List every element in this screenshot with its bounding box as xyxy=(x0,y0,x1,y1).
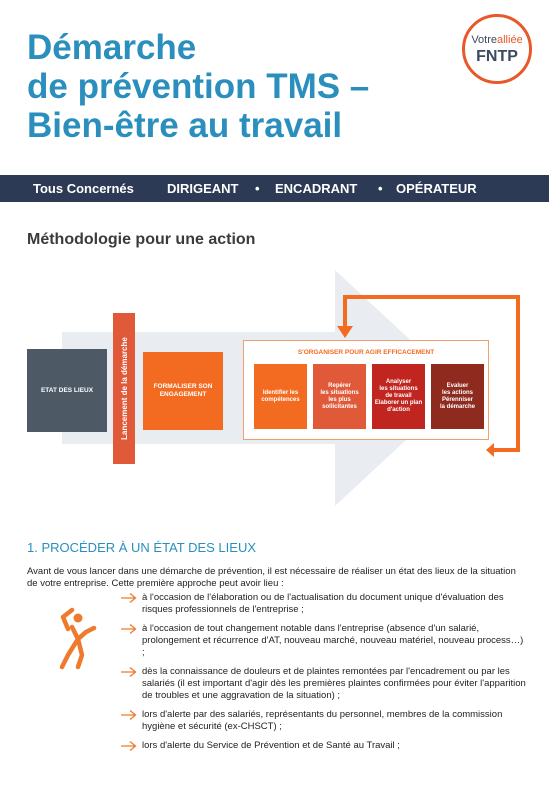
list-item xyxy=(118,740,528,752)
title-line-1: Démarche xyxy=(27,28,197,67)
title-line-2: de prévention TMS – xyxy=(27,67,370,106)
conditions-list xyxy=(118,592,528,759)
audience-separator-1: • xyxy=(255,181,260,196)
organiser-step-line: Repérer xyxy=(328,382,351,389)
audience-encadrant: ENCADRANT xyxy=(275,181,358,196)
arrow-right-icon xyxy=(120,709,138,721)
list-item xyxy=(118,666,528,702)
list-item-text: dès la connaissance de douleurs et de plaintes remontées par l'encadrement ou par les salariés (il est important d'agir dès les premières plaintes confirmées pour éviter l'apparition de troubles et une aggravation de la situation) ; xyxy=(142,666,526,701)
organiser-step-line: Identifier les xyxy=(262,389,299,396)
etat-des-lieux-label: ETAT DES LIEUX xyxy=(40,387,94,394)
organiser-step-line: les situations xyxy=(379,386,418,392)
list-item-text: lors d'alerte par des salariés, représentants du personnel, membres de la commission hygiène et sécurité (ex-CHSCT) ; xyxy=(142,709,503,732)
formaliser-box xyxy=(143,352,223,430)
organiser-step-line: les plus xyxy=(328,396,351,403)
audience-band xyxy=(0,175,549,202)
organiser-step-2 xyxy=(313,364,366,429)
organiser-step-line: d'action xyxy=(387,407,410,413)
page-title xyxy=(27,28,447,145)
organiser-step-line: sollicitantes xyxy=(322,403,357,410)
lancement-bar xyxy=(113,313,135,464)
organiser-step-line: Analyser xyxy=(385,379,412,385)
list-item xyxy=(118,623,528,659)
section-intro: Avant de vous lancer dans une démarche de prévention, il est nécessaire de réaliser un état des lieux de la situation de votre entreprise. Cette première approche peut avoir lieu : xyxy=(27,566,516,589)
organiser-title: S'ORGANISER POUR AGIR EFFICACEMENT xyxy=(297,349,435,356)
badge-prefix: Votre xyxy=(471,34,497,46)
organiser-step-line: compétences xyxy=(261,396,300,403)
list-item-text: à l'occasion de l'élaboration ou de l'actualisation du document unique d'évaluation des risques professionnels de l'entreprise ; xyxy=(142,592,504,615)
audience-dirigeant: DIRIGEANT xyxy=(167,181,239,196)
arrow-right-icon xyxy=(120,623,138,635)
organiser-step-line: Elaborer un plan xyxy=(374,400,423,406)
arrow-right-icon xyxy=(120,740,138,752)
organiser-step-line: la démarche xyxy=(439,403,476,410)
badge-name: FNTP xyxy=(476,48,518,65)
organiser-step-line: les situations xyxy=(320,389,359,396)
audience-label: Tous Concernés xyxy=(33,181,134,196)
organiser-step-line: Pérenniser xyxy=(441,396,474,403)
arrow-right-icon xyxy=(120,666,138,678)
section-title: 1. PROCÉDER À UN ÉTAT DES LIEUX xyxy=(27,540,256,555)
badge-highlight: alliée xyxy=(497,34,523,46)
organiser-step-1 xyxy=(254,364,307,429)
lancement-label: Lancement de la démarche xyxy=(119,337,129,440)
organiser-step-line: les actions xyxy=(441,389,473,396)
methodology-diagram xyxy=(0,262,549,512)
arrow-right-icon xyxy=(120,592,138,604)
formaliser-label: FORMALISER SON ENGAGEMENT xyxy=(153,383,213,398)
stretching-worker-icon xyxy=(52,605,104,671)
audience-separator-2: • xyxy=(378,181,383,196)
organiser-step-3 xyxy=(372,364,425,429)
list-item-text: lors d'alerte du Service de Prévention et de Santé au Travail ; xyxy=(142,740,400,751)
organiser-step-4 xyxy=(431,364,484,429)
list-item xyxy=(118,709,528,733)
fntp-badge-logo xyxy=(462,14,532,84)
list-item xyxy=(118,592,528,616)
badge-tagline xyxy=(465,34,529,46)
organiser-step-line: Evaluer xyxy=(446,382,469,389)
methodology-title: Méthodologie pour une action xyxy=(27,231,256,248)
title-line-3: Bien-être au travail xyxy=(27,106,343,145)
etat-des-lieux-box xyxy=(27,349,107,432)
organiser-step-line: de travail xyxy=(385,393,412,399)
audience-operateur: OPÉRATEUR xyxy=(396,181,477,196)
list-item-text: à l'occasion de tout changement notable dans l'entreprise (absence d'un salarié, prolongement et récurrence d'AT, nouveau marché, nouveau matériel, nouveau process…) ; xyxy=(142,623,524,658)
